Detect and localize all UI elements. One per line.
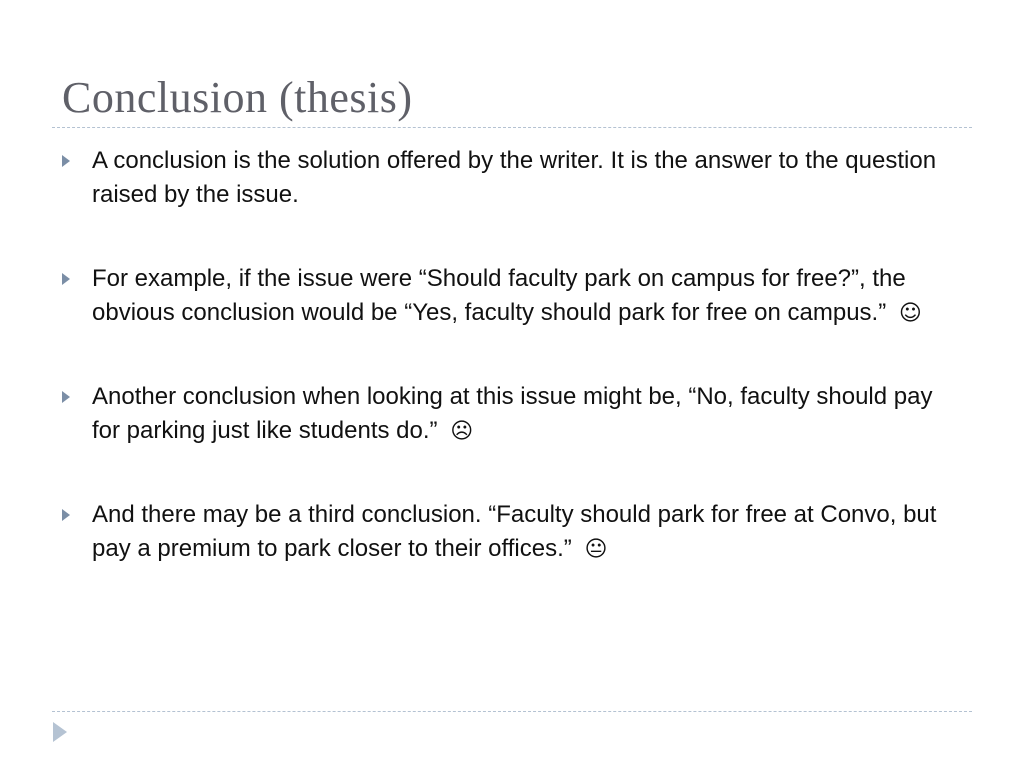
- bullet-text: A conclusion is the solution offered by the writer. It is the answer to the question raised by the issue.: [92, 147, 937, 208]
- triangle-right-icon: [62, 273, 70, 285]
- title-divider: [52, 127, 972, 128]
- smiley-face-icon: ☺: [898, 301, 922, 326]
- footer-divider: [52, 711, 972, 712]
- bullet-text: For example, if the issue were “Should faculty park on campus for free?”, the obvious conclusion would be “Yes, faculty should park for free on campus.”: [92, 265, 906, 326]
- triangle-right-icon: [62, 155, 70, 167]
- sad-face-icon: ☹: [450, 419, 474, 444]
- bullet-item: [60, 262, 965, 330]
- bullet-item: [60, 498, 965, 566]
- bullet-list: [60, 144, 965, 616]
- next-slide-arrow-icon[interactable]: [53, 722, 67, 742]
- triangle-right-icon: [62, 509, 70, 521]
- bullet-item: [60, 144, 965, 212]
- bullet-text: And there may be a third conclusion. “Faculty should park for free at Convo, but pay a premium to park closer to their offices.”: [92, 501, 937, 562]
- bullet-text: Another conclusion when looking at this issue might be, “No, faculty should pay for parking just like students do.”: [92, 383, 933, 444]
- neutral-face-icon: 😐: [584, 537, 608, 562]
- bullet-item: [60, 380, 965, 448]
- slide-title: Conclusion (thesis): [62, 73, 413, 122]
- triangle-right-icon: [62, 391, 70, 403]
